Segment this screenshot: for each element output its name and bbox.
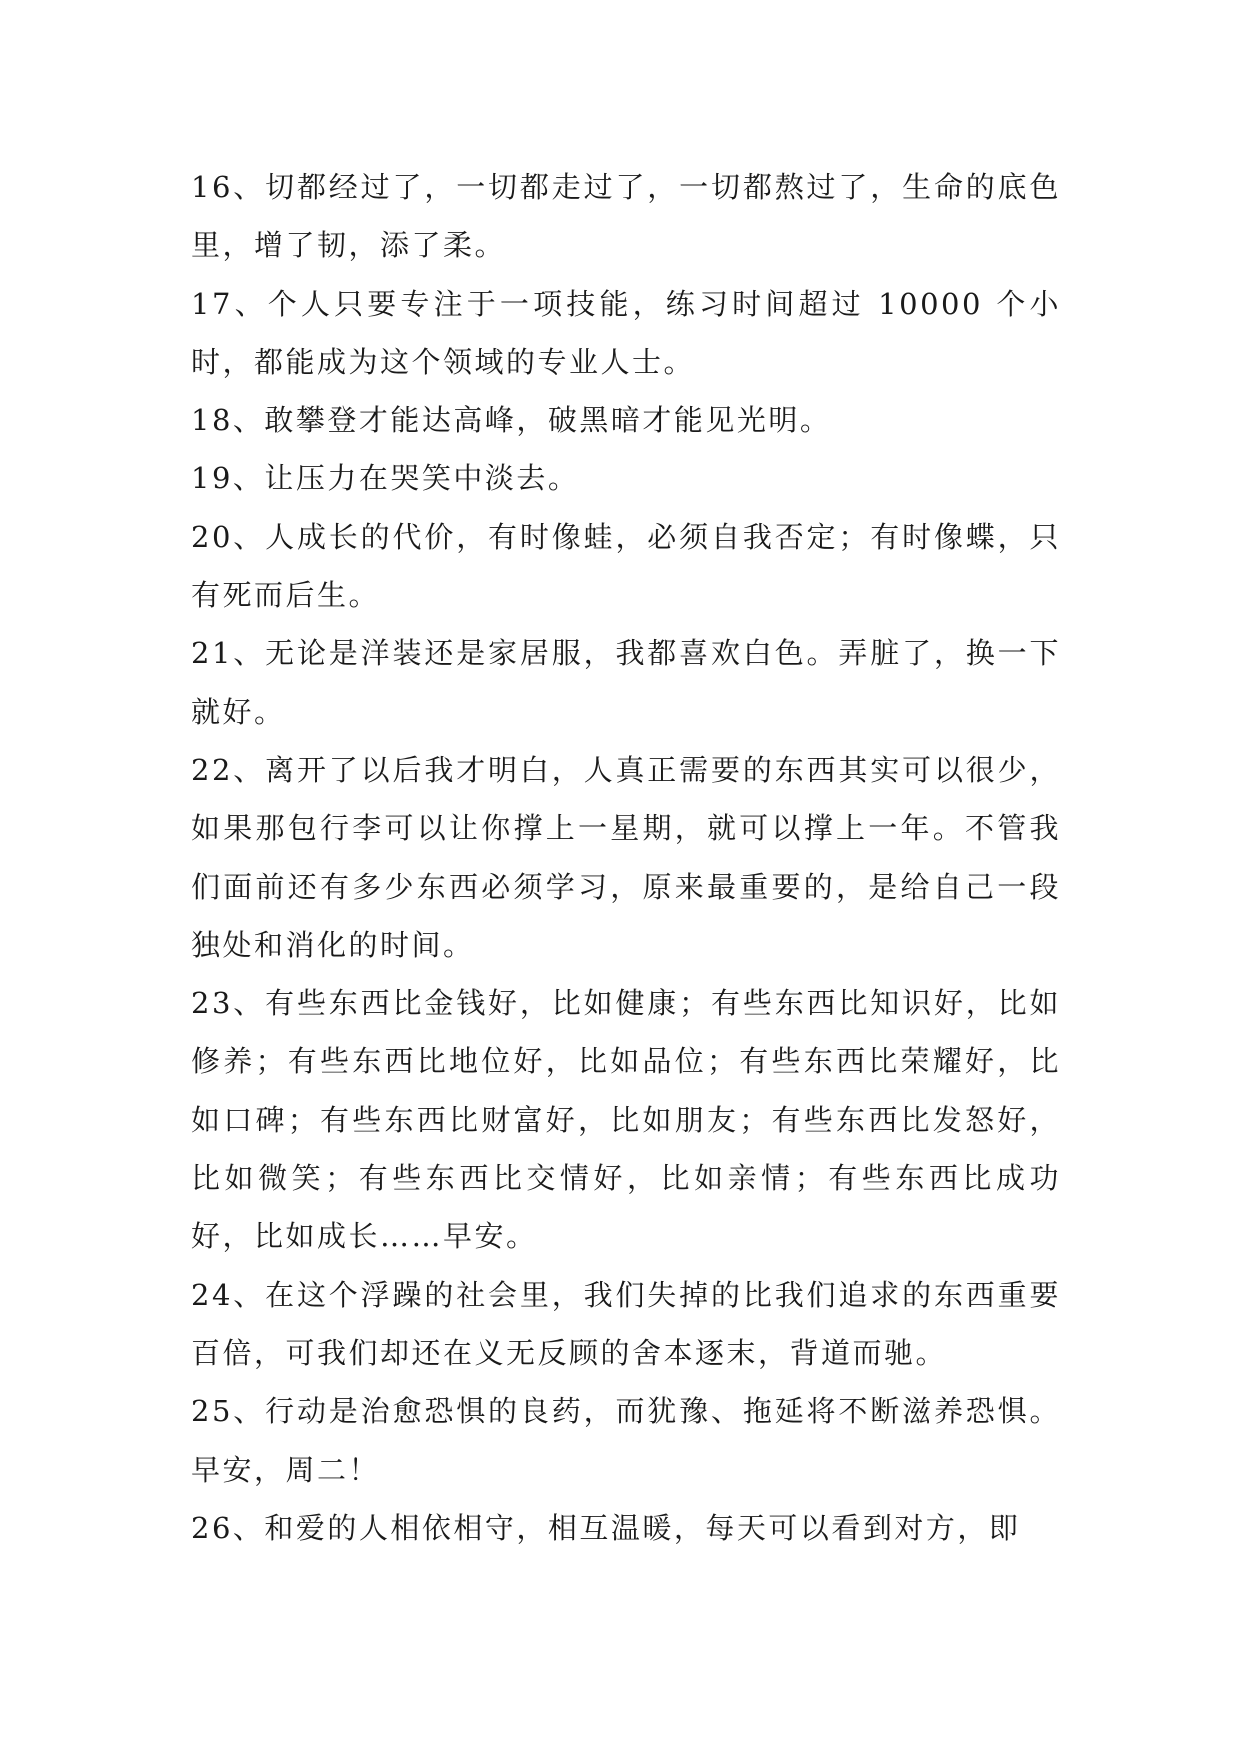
paragraph-16: 16、切都经过了，一切都走过了，一切都熬过了，生命的底色里，增了韧，添了柔。 (191, 170, 1061, 263)
paragraph-25: 25、行动是治愈恐惧的良药，而犹豫、拖延将不断滋养恐惧。早安，周二！ (191, 1394, 1061, 1487)
paragraph-17: 17、个人只要专注于一项技能，练习时间超过 10000 个小时，都能成为这个领域的专业人士。 (191, 286, 1061, 379)
paragraph-24: 24、在这个浮躁的社会里，我们失掉的比我们追求的东西重要百倍，可我们却还在义无反顾的舍本逐末，背道而驰。 (191, 1277, 1061, 1370)
paragraph-18: 18、敢攀登才能达高峰，破黑暗才能见光明。 (191, 403, 832, 438)
paragraph-19: 19、让压力在哭笑中淡去。 (191, 461, 580, 496)
document-body (191, 158, 1061, 1557)
paragraph-21: 21、无论是洋装还是家居服，我都喜欢白色。弄脏了，换一下就好。 (191, 636, 1061, 729)
paragraph-23: 23、有些东西比金钱好，比如健康；有些东西比知识好，比如修养；有些东西比地位好，比如品位；有些东西比荣耀好，比如口碑；有些东西比财富好，比如朋友；有些东西比发怒好，比如微笑；有些东西比交情好，比如亲情；有些东西比成功好，比如成长……早安。 (191, 986, 1061, 1254)
paragraph-20: 20、人成长的代价，有时像蛙，必须自我否定；有时像蝶，只有死而后生。 (191, 519, 1061, 613)
paragraph-22: 22、离开了以后我才明白，人真正需要的东西其实可以很少，如果那包行李可以让你撑上一星期，就可以撑上一年。不管我们面前还有多少东西必须学习，原来最重要的，是给自己一段独处和消化的时间。 (191, 752, 1061, 962)
paragraph-26: 26、和爱的人相依相守，相互温暖，每天可以看到对方，即 (191, 1510, 1021, 1545)
